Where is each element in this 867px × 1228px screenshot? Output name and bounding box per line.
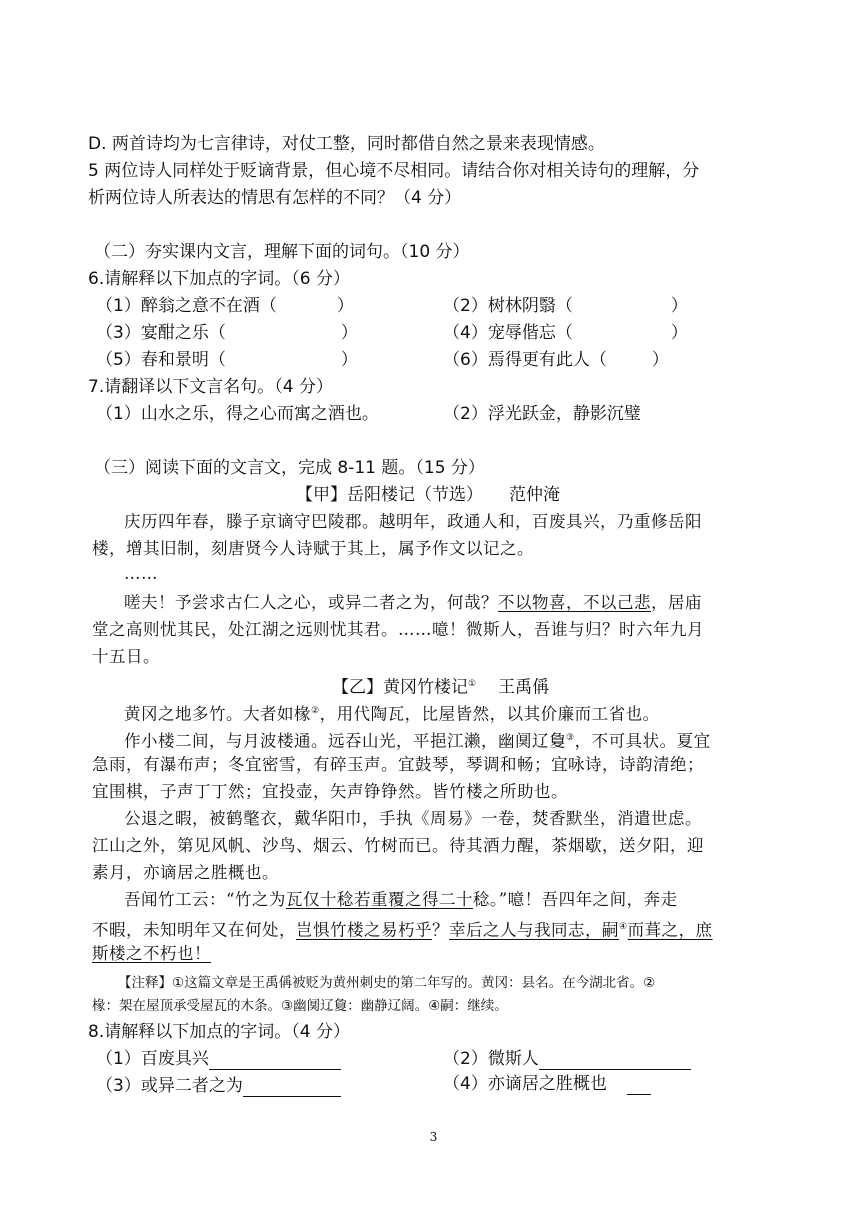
yi-title-text: 【乙】黄冈竹楼记	[332, 677, 468, 698]
jia-para-1-line-2: 楼，增其旧制，刻唐贤今人诗赋于其上，属予作文以记之。	[92, 539, 534, 558]
footnote-mark-2: ②	[311, 706, 320, 716]
question-5-line-1: 5 两位诗人同样处于贬谪背景，但心境不尽相同。请结合你对相关诗句的理解，分	[88, 161, 700, 181]
question-7: 7.请翻译以下文言名句。（4 分）	[88, 377, 333, 397]
yi-underlined-phrase-2: 岂惧竹楼之易朽乎	[296, 920, 432, 940]
jia-para-1-line-1: 庆历四年春，滕子京谪守巴陵郡。越明年，政通人和，百废具兴，乃重修岳阳	[124, 512, 702, 531]
q8-item-3-text: （3）或异二者之为	[96, 1076, 243, 1096]
q6-item-6	[443, 349, 669, 371]
q6-item-4	[443, 322, 688, 344]
page-number: 3	[429, 1130, 438, 1144]
jia-underlined-phrase: 不以物喜，不以己悲	[498, 593, 651, 612]
jia-para-2-line-3: 十五日。	[92, 647, 160, 666]
footnote-mark-4: ④	[619, 922, 628, 932]
yi-para-3-line-1: 公退之暇，被鹤氅衣，戴华阳巾，手执《周易》一卷，焚香默坐，消遣世虑。	[124, 809, 702, 828]
yi-para-2-line-1	[124, 727, 711, 753]
jia-title-text: 【甲】岳阳楼记（节选）	[296, 485, 483, 505]
yi-para-4b-text: 不暇，未知明年又在何处，	[92, 920, 296, 940]
yi-underlined-phrase-4: 而葺之，庶	[627, 920, 713, 940]
jia-para-2-tail: ，居庙	[651, 593, 702, 612]
yi-para-3-line-2: 江山之外，第见风帆、沙鸟、烟云、竹树而已。待其酒力醒，茶烟歇，送夕阳，迎	[92, 836, 704, 855]
close-paren: ）	[340, 350, 358, 370]
q6-item-2	[443, 295, 688, 317]
q6-item-3-text: （3）宴酣之乐（	[96, 323, 226, 343]
q6-item-5-text: （5）春和景明（	[96, 350, 226, 370]
q7-item-2: （2）浮光跃金，静影沉璧	[443, 404, 641, 424]
yi-underlined-phrase-5: 斯楼之不朽也！	[92, 944, 211, 963]
annotation-line-2: 椽：架在屋顶承受屋瓦的木条。③幽阒辽敻：幽静辽阔。④嗣：继续。	[92, 998, 508, 1014]
jia-para-2-text: 嗟夫！予尝求古仁人之心，或异二者之为，何哉？	[124, 593, 498, 612]
jia-para-2-line-2: 堂之高则忧其民，处江湖之远则忧其君。……噫！微斯人，吾谁与归？时六年九月	[92, 620, 704, 639]
yi-question-mark: ？	[432, 920, 449, 940]
yi-para-4-text: 吾闻竹工云：“竹之为	[124, 890, 286, 909]
section-2-heading: （二）夯实课内文言，理解下面的词句。（10 分）	[94, 242, 470, 262]
answer-blank[interactable]	[209, 1051, 341, 1070]
yi-para-4-line-1	[124, 889, 678, 911]
footnote-mark-3: ③	[566, 733, 575, 743]
q6-item-2-text: （2）树林阴翳（	[443, 296, 573, 316]
q8-item-4	[443, 1073, 651, 1095]
q6-item-1-text: （1）醉翁之意不在酒（	[96, 296, 277, 316]
question-8: 8.请解释以下加点的字词。（4 分）	[88, 1022, 350, 1042]
yi-underlined-phrase-3: 幸后之人与我同志，嗣	[449, 920, 619, 940]
q8-item-3	[96, 1075, 341, 1097]
yi-para-4-line-3	[92, 943, 211, 965]
yi-para-1	[124, 700, 660, 726]
q6-item-1	[96, 295, 354, 317]
answer-blank[interactable]	[627, 1076, 651, 1095]
yi-para-2-line-2: 急雨，有瀑布声；冬宜密雪，有碎玉声。宜鼓琴，琴调和畅；宜咏诗，诗韵清绝；	[92, 755, 704, 774]
yi-para-2-line-3: 宜围棋，子声丁丁然；宜投壶，矢声铮铮然。皆竹楼之所助也。	[92, 782, 568, 801]
yi-para-2-text: 作小楼二间，与月波楼通。远吞山光，平挹江濑，幽阒辽敻	[124, 731, 566, 751]
q8-item-1-text: （1）百废具兴	[96, 1049, 209, 1069]
q6-item-6-text: （6）焉得更有此人（	[443, 350, 607, 370]
q7-item-1: （1）山水之乐，得之心而寓之酒也。	[96, 404, 379, 424]
jia-author: 范仲淹	[509, 485, 560, 505]
yi-para-3-line-3: 素月，亦谪居之胜概也。	[92, 863, 279, 882]
close-paren: ）	[651, 350, 669, 370]
question-6: 6.请解释以下加点的字词。（6 分）	[88, 269, 350, 289]
yi-para-1-text: 黄冈之地多竹。大者如椽	[124, 704, 311, 724]
q8-item-2-text: （2）微斯人	[443, 1049, 539, 1069]
q8-item-2	[443, 1048, 691, 1070]
yi-author: 王禹偁	[498, 677, 550, 698]
yi-title	[332, 673, 549, 699]
footnote-mark-1: ①	[468, 679, 477, 689]
yi-para-1-tail: ，用代陶瓦，比屋皆然，以其价廉而工省也。	[319, 704, 660, 724]
question-5-line-2: 析两位诗人所表达的情思有怎样的不同？（4 分）	[88, 188, 462, 208]
q6-item-4-text: （4）宠辱偕忘（	[443, 323, 573, 343]
jia-title	[296, 484, 560, 506]
q6-item-5	[96, 349, 358, 371]
yi-para-2-tail: ，不可具状。夏宜	[574, 731, 711, 751]
close-paren: ）	[670, 323, 688, 343]
annotation-line-1: 【注释】①这篇文章是王禹偁被贬为黄州刺史的第二年写的。黄冈：县名。在今湖北省。②	[118, 975, 656, 991]
jia-para-2-line-1	[124, 592, 702, 614]
close-paren: ）	[670, 296, 688, 316]
q6-item-3	[96, 322, 358, 344]
answer-blank[interactable]	[243, 1078, 341, 1097]
yi-para-4-line-2	[92, 916, 713, 942]
ellipsis: ……	[124, 564, 158, 583]
close-paren: ）	[336, 296, 354, 316]
section-3-heading: （三）阅读下面的文言文，完成 8-11 题。（15 分）	[94, 458, 485, 478]
answer-blank[interactable]	[539, 1051, 691, 1070]
option-d: D. 两首诗均为七言律诗，对仗工整，同时都借自然之景来表现情感。	[88, 134, 605, 154]
yi-underlined-phrase-1: 瓦仅十稔若重覆之得二十	[285, 890, 473, 909]
close-paren: ）	[340, 323, 358, 343]
q8-item-1	[96, 1048, 341, 1070]
yi-para-4-tail: 稔。”噫！吾四年之间，奔走	[472, 890, 678, 909]
q8-item-4-text: （4）亦谪居之胜概也	[443, 1074, 607, 1094]
